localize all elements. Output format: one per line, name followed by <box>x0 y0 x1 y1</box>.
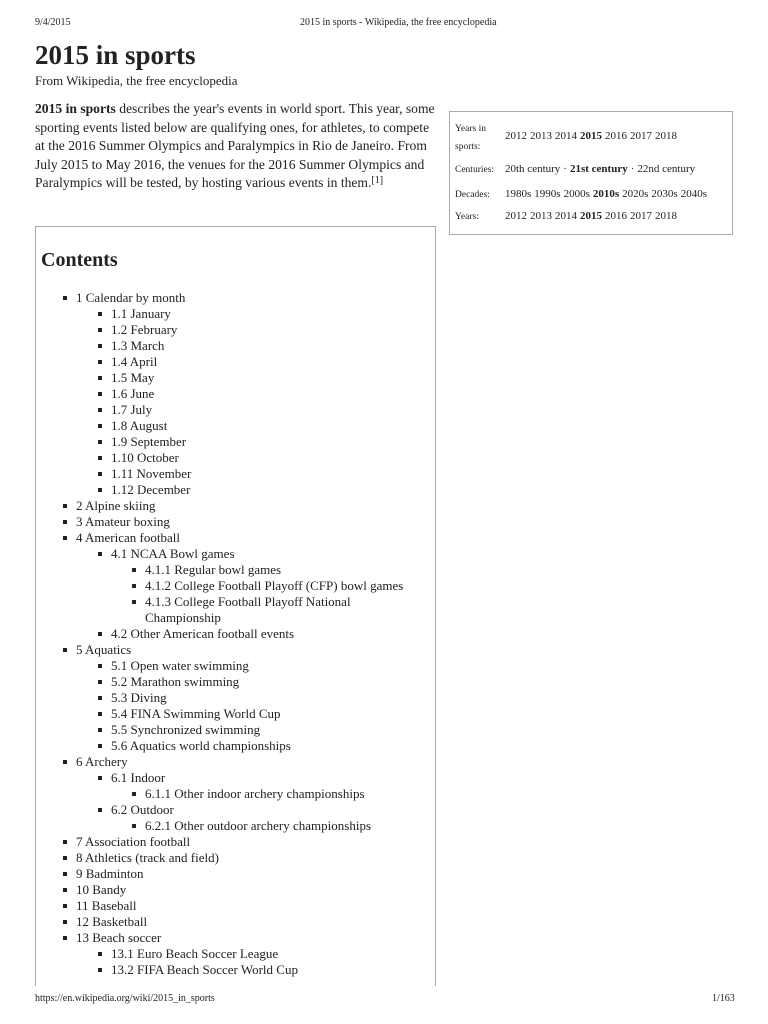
toc-item <box>76 386 425 402</box>
years-navbox <box>449 111 733 235</box>
toc-item <box>36 754 425 834</box>
navbox-values <box>505 188 710 200</box>
page-subtitle: From Wikipedia, the free encyclopedia <box>35 73 238 88</box>
toc-item <box>76 418 425 434</box>
toc-link[interactable]: 6.2.1 Other outdoor archery championships <box>145 818 372 833</box>
toc-item <box>111 594 425 626</box>
navbox-link[interactable]: 2020s <box>622 188 649 200</box>
navbox-link: 21st century <box>569 163 628 175</box>
toc-link[interactable]: 1.6 June <box>111 386 155 401</box>
toc-link[interactable]: 1.2 February <box>111 322 178 337</box>
toc-link[interactable]: 13.2 FIFA Beach Soccer World Cup <box>111 962 298 977</box>
print-url: https://en.wikipedia.org/wiki/2015_in_sports <box>35 993 215 1004</box>
toc-link[interactable]: 13 Beach soccer <box>76 930 162 945</box>
toc-link[interactable]: 1.10 October <box>111 450 179 465</box>
navbox-link[interactable]: 2013 <box>530 130 552 142</box>
toc-item <box>76 354 425 370</box>
toc-list <box>36 290 425 978</box>
toc-item <box>111 786 425 802</box>
navbox-values <box>505 130 680 142</box>
toc-sublist <box>76 306 425 498</box>
toc-link[interactable]: 3 Amateur boxing <box>76 514 170 529</box>
navbox-link[interactable]: 2017 <box>630 210 652 222</box>
toc-link[interactable]: 1.4 April <box>111 354 158 369</box>
toc-sublist <box>111 562 425 626</box>
toc-link[interactable]: 4.1.1 Regular bowl games <box>145 562 282 577</box>
toc-link[interactable]: 6.1 Indoor <box>111 770 166 785</box>
toc-link[interactable]: 1.5 May <box>111 370 155 385</box>
print-date: 9/4/2015 <box>35 17 71 28</box>
print-page-title: 2015 in sports - Wikipedia, the free encyclopedia <box>300 17 497 28</box>
navbox-values <box>505 210 680 222</box>
navbox-link: 2010s <box>592 188 620 200</box>
toc-sublist <box>111 786 425 802</box>
toc-item <box>36 514 425 530</box>
navbox-link[interactable]: 2012 <box>505 210 527 222</box>
toc-link[interactable]: 4.1.2 College Football Playoff (CFP) bowl games <box>145 578 404 593</box>
toc-sublist <box>111 818 425 834</box>
toc-link[interactable]: 1.7 July <box>111 402 153 417</box>
toc-link[interactable]: 13.1 Euro Beach Soccer League <box>111 946 279 961</box>
toc-item <box>76 322 425 338</box>
navbox-link[interactable]: 2017 <box>630 130 652 142</box>
intro-paragraph <box>35 100 437 193</box>
toc-item <box>76 370 425 386</box>
toc-link[interactable]: 6 Archery <box>76 754 128 769</box>
toc-link[interactable]: 5.4 FINA Swimming World Cup <box>111 706 281 721</box>
toc-link[interactable]: 5.3 Diving <box>111 690 167 705</box>
toc-item <box>76 482 425 498</box>
toc-link[interactable]: 10 Bandy <box>76 882 127 897</box>
toc-link[interactable]: 1.11 November <box>111 466 192 481</box>
toc-link[interactable]: 9 Badminton <box>76 866 144 881</box>
toc-link[interactable]: 1.9 September <box>111 434 187 449</box>
toc-link[interactable]: 11 Baseball <box>76 898 137 913</box>
navbox-link[interactable]: 20th century <box>505 163 561 175</box>
toc-item <box>76 626 425 642</box>
toc-item <box>36 530 425 642</box>
navbox-link[interactable]: 2013 <box>530 210 552 222</box>
toc-link[interactable]: 5.1 Open water swimming <box>111 658 249 673</box>
navbox-link[interactable]: 1990s <box>534 188 561 200</box>
toc-item <box>76 434 425 450</box>
toc-link[interactable]: 1.3 March <box>111 338 165 353</box>
toc-item <box>76 450 425 466</box>
toc-item <box>36 290 425 498</box>
toc-link[interactable]: 5 Aquatics <box>76 642 132 657</box>
toc-link[interactable]: 5.2 Marathon swimming <box>111 674 240 689</box>
navbox-link: 2015 <box>580 130 602 142</box>
toc-item <box>76 722 425 738</box>
navbox-link[interactable]: 1980s <box>505 188 532 200</box>
toc-item <box>76 770 425 802</box>
toc-item <box>76 802 425 834</box>
toc-item <box>36 914 425 930</box>
toc-item <box>76 658 425 674</box>
toc-link[interactable]: 6.2 Outdoor <box>111 802 174 817</box>
toc-link[interactable]: 4.1.3 College Football Playoff National Championship <box>145 594 351 625</box>
toc-item <box>36 882 425 898</box>
toc-link[interactable]: 5.6 Aquatics world championships <box>111 738 291 753</box>
toc-item <box>36 498 425 514</box>
navbox-link[interactable]: 2012 <box>505 130 527 142</box>
navbox-link[interactable]: 2040s <box>680 188 707 200</box>
navbox-label: Years in sports: <box>455 124 486 152</box>
navbox-label: Decades: <box>455 190 490 200</box>
toc-item <box>76 674 425 690</box>
toc-link[interactable]: 1.1 January <box>111 306 171 321</box>
toc-item <box>76 690 425 706</box>
toc-item <box>36 850 425 866</box>
toc-item <box>111 578 425 594</box>
toc-item <box>76 738 425 754</box>
toc-item <box>76 546 425 626</box>
toc-item <box>76 402 425 418</box>
table-of-contents <box>35 226 436 986</box>
toc-link[interactable]: 2 Alpine skiing <box>76 498 156 513</box>
navbox-link[interactable]: 22nd century <box>637 163 696 175</box>
toc-link[interactable]: 1.8 August <box>111 418 168 433</box>
toc-item <box>76 706 425 722</box>
toc-link[interactable]: 1 Calendar by month <box>76 290 186 305</box>
toc-link[interactable]: 4 American football <box>76 530 180 545</box>
toc-link[interactable]: 7 Association football <box>76 834 191 849</box>
print-page-number: 1/163 <box>712 993 735 1004</box>
toc-sublist <box>76 546 425 642</box>
navbox-link[interactable]: 2018 <box>655 210 677 222</box>
toc-item <box>36 834 425 850</box>
toc-item <box>76 306 425 322</box>
toc-item <box>36 642 425 754</box>
navbox-link[interactable]: 2016 <box>605 210 627 222</box>
toc-link[interactable]: 5.5 Synchronized swimming <box>111 722 261 737</box>
intro-text: describes the year's events in world sport. This year, some sporting events listed below are qualifying ones, for athletes, to compete at the 2016 Summer Olympics and Paralympics in Rio de Janeiro. From July 2015 to May 2016, the venues for the 2016 Summer Olympics and Paralympics will be tested, by hosting various events in them. <box>35 101 435 190</box>
navbox-values <box>505 163 698 175</box>
navbox-link[interactable]: 2000s <box>563 188 590 200</box>
navbox-link[interactable]: 2014 <box>555 130 577 142</box>
navbox-link[interactable]: 2016 <box>605 130 627 142</box>
toc-item <box>76 338 425 354</box>
toc-link[interactable]: 1.12 December <box>111 482 191 497</box>
toc-item <box>76 962 425 978</box>
toc-item <box>111 562 425 578</box>
toc-sublist <box>76 946 425 978</box>
toc-sublist <box>76 658 425 754</box>
navbox-link[interactable]: 2030s <box>651 188 678 200</box>
toc-item <box>111 818 425 834</box>
navbox-label: Years: <box>455 212 479 222</box>
toc-title: Contents <box>41 249 118 271</box>
toc-link[interactable]: 4.1 NCAA Bowl games <box>111 546 235 561</box>
toc-item <box>36 930 425 978</box>
navbox-link: 2015 <box>580 210 602 222</box>
navbox-link[interactable]: 2014 <box>555 210 577 222</box>
toc-link[interactable]: 12 Basketball <box>76 914 148 929</box>
navbox-link[interactable]: 2018 <box>655 130 677 142</box>
navbox-separator: · <box>563 163 567 175</box>
navbox-separator: · <box>630 163 635 175</box>
toc-link[interactable]: 4.2 Other American football events <box>111 626 295 641</box>
toc-link[interactable]: 8 Athletics (track and field) <box>76 850 219 865</box>
toc-item <box>36 898 425 914</box>
toc-item <box>76 466 425 482</box>
page-title: 2015 in sports <box>35 40 196 70</box>
toc-item <box>76 946 425 962</box>
navbox-label: Centuries: <box>455 165 495 175</box>
toc-item <box>36 866 425 882</box>
toc-sublist <box>76 770 425 834</box>
toc-link[interactable]: 6.1.1 Other indoor archery championships <box>145 786 365 801</box>
citation-link[interactable]: [1] <box>371 175 384 186</box>
intro-bold-term: 2015 in sports <box>35 101 116 116</box>
